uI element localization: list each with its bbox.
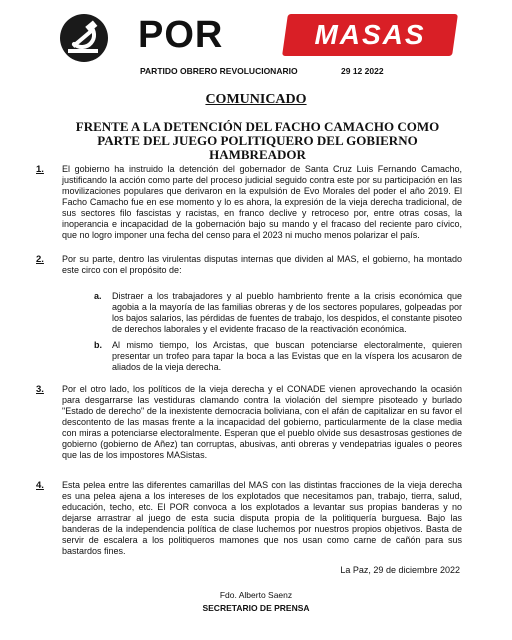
item-text: Por su parte, dentro las virulentas disputas internas que dividen al MAS, el gobierno, ha montado este circo con el propósito de: bbox=[62, 254, 462, 275]
masthead bbox=[0, 0, 512, 80]
document-title: FRENTE A LA DETENCIÓN DEL FACHO CAMACHO COMO PARTE DEL JUEGO POLITIQUERO DEL GOBIERNO HAMBREADOR bbox=[75, 119, 440, 162]
masas-logo bbox=[285, 14, 455, 56]
item-text: Por el otro lado, los políticos de la vieja derecha y el CONADE vienen aprovechando la ocasión para desgarrarse las vestiduras clamando contra la violación del siempre pisoteado y burlado "Estado de derecho" de la inexistente democracia boliviana, con el afán de capitalizar en su favor el descontento de las masas frente a la incapacidad del gobierno, particularmente de la clase media con miras a potenciarse electoralmente. Esperan que el pueblo olvide sus desastrosas gestiones de gobierno (gobierno de Añez) tan corruptas, abusivas, anti obreras y vendepatrias iguales o peores que las de los impostores MASistas. bbox=[62, 384, 462, 460]
item-number: 3. bbox=[36, 384, 44, 395]
subitem-text: Al mismo tiempo, los Arcistas, que buscan potenciarse electoralmente, quieren presentar un trofeo para tapar la boca a las Evistas que en la víspera los acusaron de aliados de la vieja derecha. bbox=[112, 340, 462, 372]
item-number: 1. bbox=[36, 164, 44, 175]
item-number: 2. bbox=[36, 254, 44, 265]
signer-name: Fdo. Alberto Saenz bbox=[219, 590, 293, 600]
signer-role: SECRETARIO DE PRENSA bbox=[202, 603, 310, 613]
header-date: 29 12 2022 bbox=[341, 66, 384, 76]
masas-wordmark: MASAS bbox=[314, 19, 426, 50]
org-wordmark: POR bbox=[138, 14, 224, 56]
subitem-letter: a. bbox=[94, 291, 102, 301]
org-fullname: PARTIDO OBRERO REVOLUCIONARIO bbox=[140, 66, 298, 76]
subitem-letter: b. bbox=[94, 340, 102, 350]
subitem-text: Distraer a los trabajadores y al pueblo hambriento frente a la crisis económica que agobia a la mayoría de las familias obreras y de los sectores populares, golpeadas por los bajos salarios, las pérdidas de fuentes de trabajo, los despidos, el constante pisoteo de derechos laborales y el evidente fracaso de la reactivación económica. bbox=[112, 291, 462, 334]
item-text: El gobierno ha instruido la detención del gobernador de Santa Cruz Luis Fernando Camacho, justificando la acción como parte del proceso judicial seguido contra este por su participación en las movilizaciones populares que derivaron en la expulsión de Evo Morales del poder el año 2019. El Facho Camacho fue en ese momento y lo es ahora, la expresión de la vieja derecha tradicional, de sus sectores filo fascistas y racistas, en franco declive y retroceso por, entre otras cosas, la inoperancia e incapacidad de la gobernación bajo su mando y el fracaso del reciente paro cívico, que no logro imponer una fecha del censo para el 2023 ni mucho menos polarizar el país. bbox=[62, 164, 462, 240]
item-text: Esta pelea entre las diferentes camarillas del MAS con las distintas fracciones de la vieja derecha es una pelea ajena a los intereses de los explotados que necesitamos pan, trabajo, tierra, salud, educación, techo, etc. El POR convoca a los explotados a levantar sus propias banderas y no dejarse arrastrar al juego de esta sucia disputa propia de la politiquería burguesa. Bajo las banderas de la independencia política de clase luchemos por nuestros propios objetivos. Basta de servir de escalera a los politiqueros mamones que nos usan como carne de cañón para sus bastardos fines. bbox=[62, 480, 462, 556]
item-number: 4. bbox=[36, 480, 44, 491]
document-heading: COMUNICADO bbox=[205, 92, 307, 107]
hammer-sickle-logo-icon bbox=[60, 14, 108, 62]
place-date: La Paz, 29 de diciembre 2022 bbox=[340, 565, 460, 575]
